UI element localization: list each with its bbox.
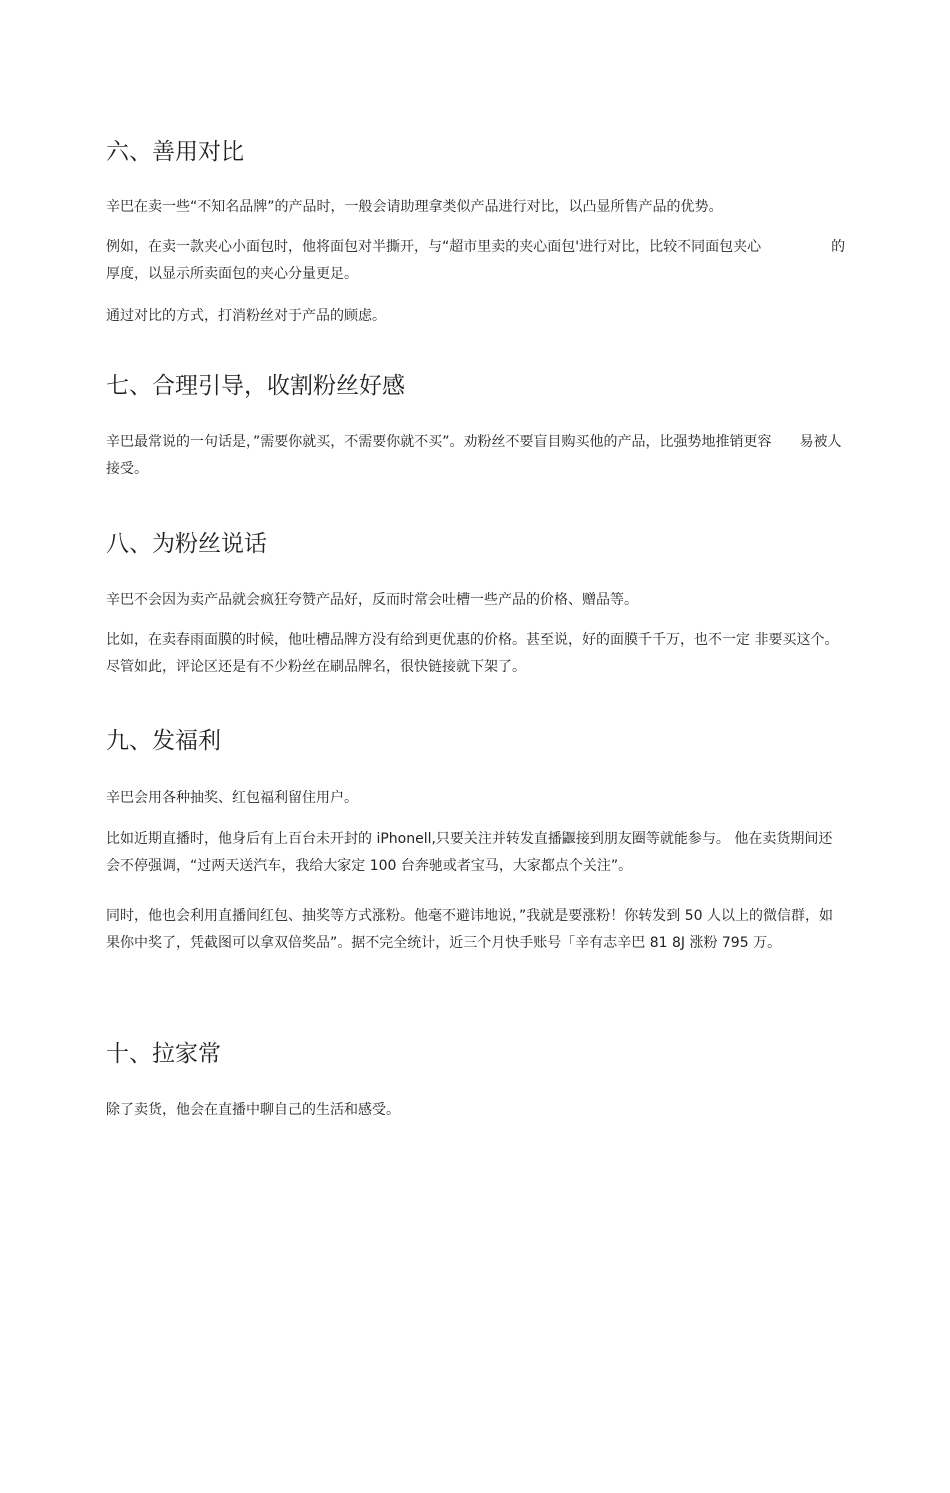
section-9-paragraph-1: 辛巴会用各种抽奖、红包福利留住用户。 xyxy=(106,790,358,806)
section-10-paragraph-1: 除了卖货，他会在直播中聊自己的生活和感受。 xyxy=(106,1102,400,1118)
section-heading-10: 十、拉家常 xyxy=(106,1041,221,1067)
section-heading-9: 九、发福利 xyxy=(106,728,221,754)
section-7-paragraph-1: 辛巴最常说的一句话是，”需要你就买，不需要你就不买”。劝粉丝不要盲目购买他的产品，比强势地推销更容 易被人接受。 xyxy=(106,434,842,477)
section-heading-8: 八、为粉丝说话 xyxy=(106,531,267,557)
section-8-paragraph-2: 比如，在卖春雨面膜的时候，他吐槽品牌方没有给到更优惠的价格。甚至说，好的面膜千千万，也不一定 非要买这个。尽管如此，评论区还是有不少粉丝在刷品牌名，很快链接就下架了。 xyxy=(106,632,839,675)
section-6-paragraph-3: 通过对比的方式，打消粉丝对于产品的顾虑。 xyxy=(106,308,386,324)
section-8-paragraph-1: 辛巴不会因为卖产品就会疯狂夸赞产品好，反而时常会吐槽一些产品的价格、赠品等。 xyxy=(106,592,638,608)
section-9-paragraph-3: 同时，他也会利用直播间红包、抽奖等方式涨粉。他毫不避讳地说，”我就是要涨粉！你转发到 50 人以上的微信群，如果你中奖了，凭截图可以拿双倍奖品”。据不完全统计，近三个月快手账号「辛有志辛巴 81 8J 涨粉 795 万。 xyxy=(106,908,833,951)
section-9-paragraph-2: 比如近期直播时，他身后有上百台未开封的 iPhonell,只要关注并转发直播鼴接到朋友圈等就能参与。 他在卖货期间还会不停强调，“过两天送汽车，我给大家定 100 台奔驰或者宝马，大家都点个关注”。 xyxy=(106,831,833,874)
section-heading-7: 七、合理引导，收割粉丝好感 xyxy=(106,373,405,399)
section-6-paragraph-2: 例如，在卖一款夹心小面包时，他将面包对半撕开，与“超市里卖的夹心面包'进行对比，比较不同面包夹心 的厚度，以显示所卖面包的夹心分量更足。 xyxy=(106,239,846,282)
section-6-paragraph-1: 辛巴在卖一些“不知名品牌”的产品时，一般会请助理拿类似产品进行对比，以凸显所售产品的优势。 xyxy=(106,199,723,215)
section-heading-6: 六、善用对比 xyxy=(106,139,244,165)
